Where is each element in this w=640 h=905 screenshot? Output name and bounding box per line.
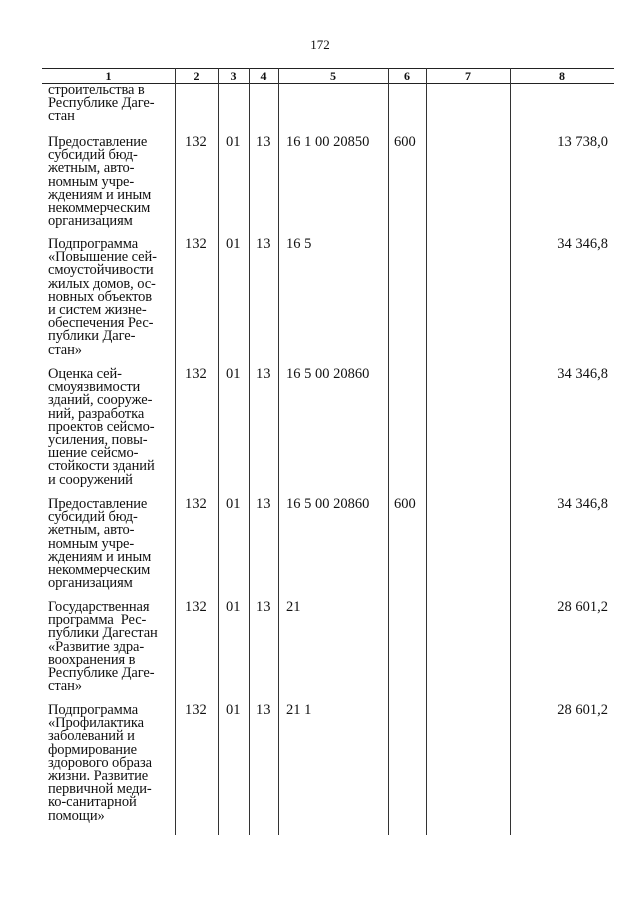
row-c2: 132 [185, 599, 207, 615]
row-c4: 13 [256, 236, 271, 252]
row-c3: 01 [226, 702, 241, 718]
row-name: Оценка сей- смоуязвимости зданий, сооруже- ний, разработка проектов сейсмо- усиления, повы- шение сейсмо- стойкости зданий и сооружений [48, 366, 155, 488]
row-c5: 16 5 00 20860 [286, 496, 370, 512]
row-amount: 34 346,8 [557, 496, 608, 512]
header-col-4: 4 [260, 69, 267, 83]
row-c3: 01 [226, 599, 241, 615]
row-c2: 132 [185, 496, 207, 512]
row-c5: 16 5 00 20860 [286, 366, 370, 382]
row-c4: 13 [256, 366, 271, 382]
header-col-6: 6 [404, 69, 410, 83]
row-c4: 13 [256, 599, 271, 615]
header-col-5: 5 [330, 69, 336, 83]
column-divider [218, 68, 219, 835]
row-c3: 01 [226, 134, 241, 150]
row-c5: 21 [286, 599, 301, 615]
row-c2: 132 [185, 702, 207, 718]
row-c5: 16 1 00 20850 [286, 134, 370, 150]
row-c5: 16 5 [286, 236, 312, 252]
header-col-1: 1 [105, 69, 112, 83]
row-c4: 13 [256, 496, 271, 512]
row-c2: 132 [185, 134, 207, 150]
row-c6: 600 [394, 496, 416, 512]
row-c2: 132 [185, 366, 207, 382]
row-c3: 01 [226, 496, 241, 512]
header-col-3: 3 [230, 69, 237, 83]
row-name: Подпрограмма «Повышение сей- смоустойчивости жилых домов, ос- новных объектов и систем жизне- обеспечения Рес- публики Даге- стан» [48, 236, 157, 358]
row-name: Предоставление субсидий бюд- жетным, авто- номным учре- ждениям и иным некоммерческим организациям [48, 496, 152, 592]
row-name: Предоставление субсидий бюд- жетным, авто- номным учре- ждениям и иным некоммерческим организациям [48, 134, 152, 230]
row-c4: 13 [256, 702, 271, 718]
column-divider [175, 68, 176, 835]
row-name: Государственная программа Рес- публики Дагестан «Развитие здра- воохранения в Республике Даге- стан» [48, 599, 158, 695]
row-amount: 28 601,2 [557, 702, 608, 718]
header-col-8: 8 [559, 69, 565, 83]
row-amount: 34 346,8 [557, 236, 608, 252]
column-divider [388, 68, 389, 835]
row-amount: 28 601,2 [557, 599, 608, 615]
column-divider [249, 68, 250, 835]
row-c5: 21 1 [286, 702, 312, 718]
header-col-2: 2 [193, 69, 200, 83]
page-number: 172 [310, 37, 330, 52]
row-amount: 13 738,0 [557, 134, 608, 150]
row-c2: 132 [185, 236, 207, 252]
row-c6: 600 [394, 134, 416, 150]
row-c4: 13 [256, 134, 271, 150]
row-name: строительства в Республике Даге- стан [48, 82, 155, 125]
row-name: Подпрограмма «Профилактика заболеваний и формирование здорового образа жизни. Развитие первичной меди- ко-санитарной помощи» [48, 702, 152, 824]
row-c3: 01 [226, 366, 241, 382]
row-amount: 34 346,8 [557, 366, 608, 382]
header-col-7: 7 [465, 69, 471, 83]
row-c3: 01 [226, 236, 241, 252]
column-divider [278, 68, 279, 835]
column-divider [510, 68, 511, 835]
column-divider [426, 68, 427, 835]
